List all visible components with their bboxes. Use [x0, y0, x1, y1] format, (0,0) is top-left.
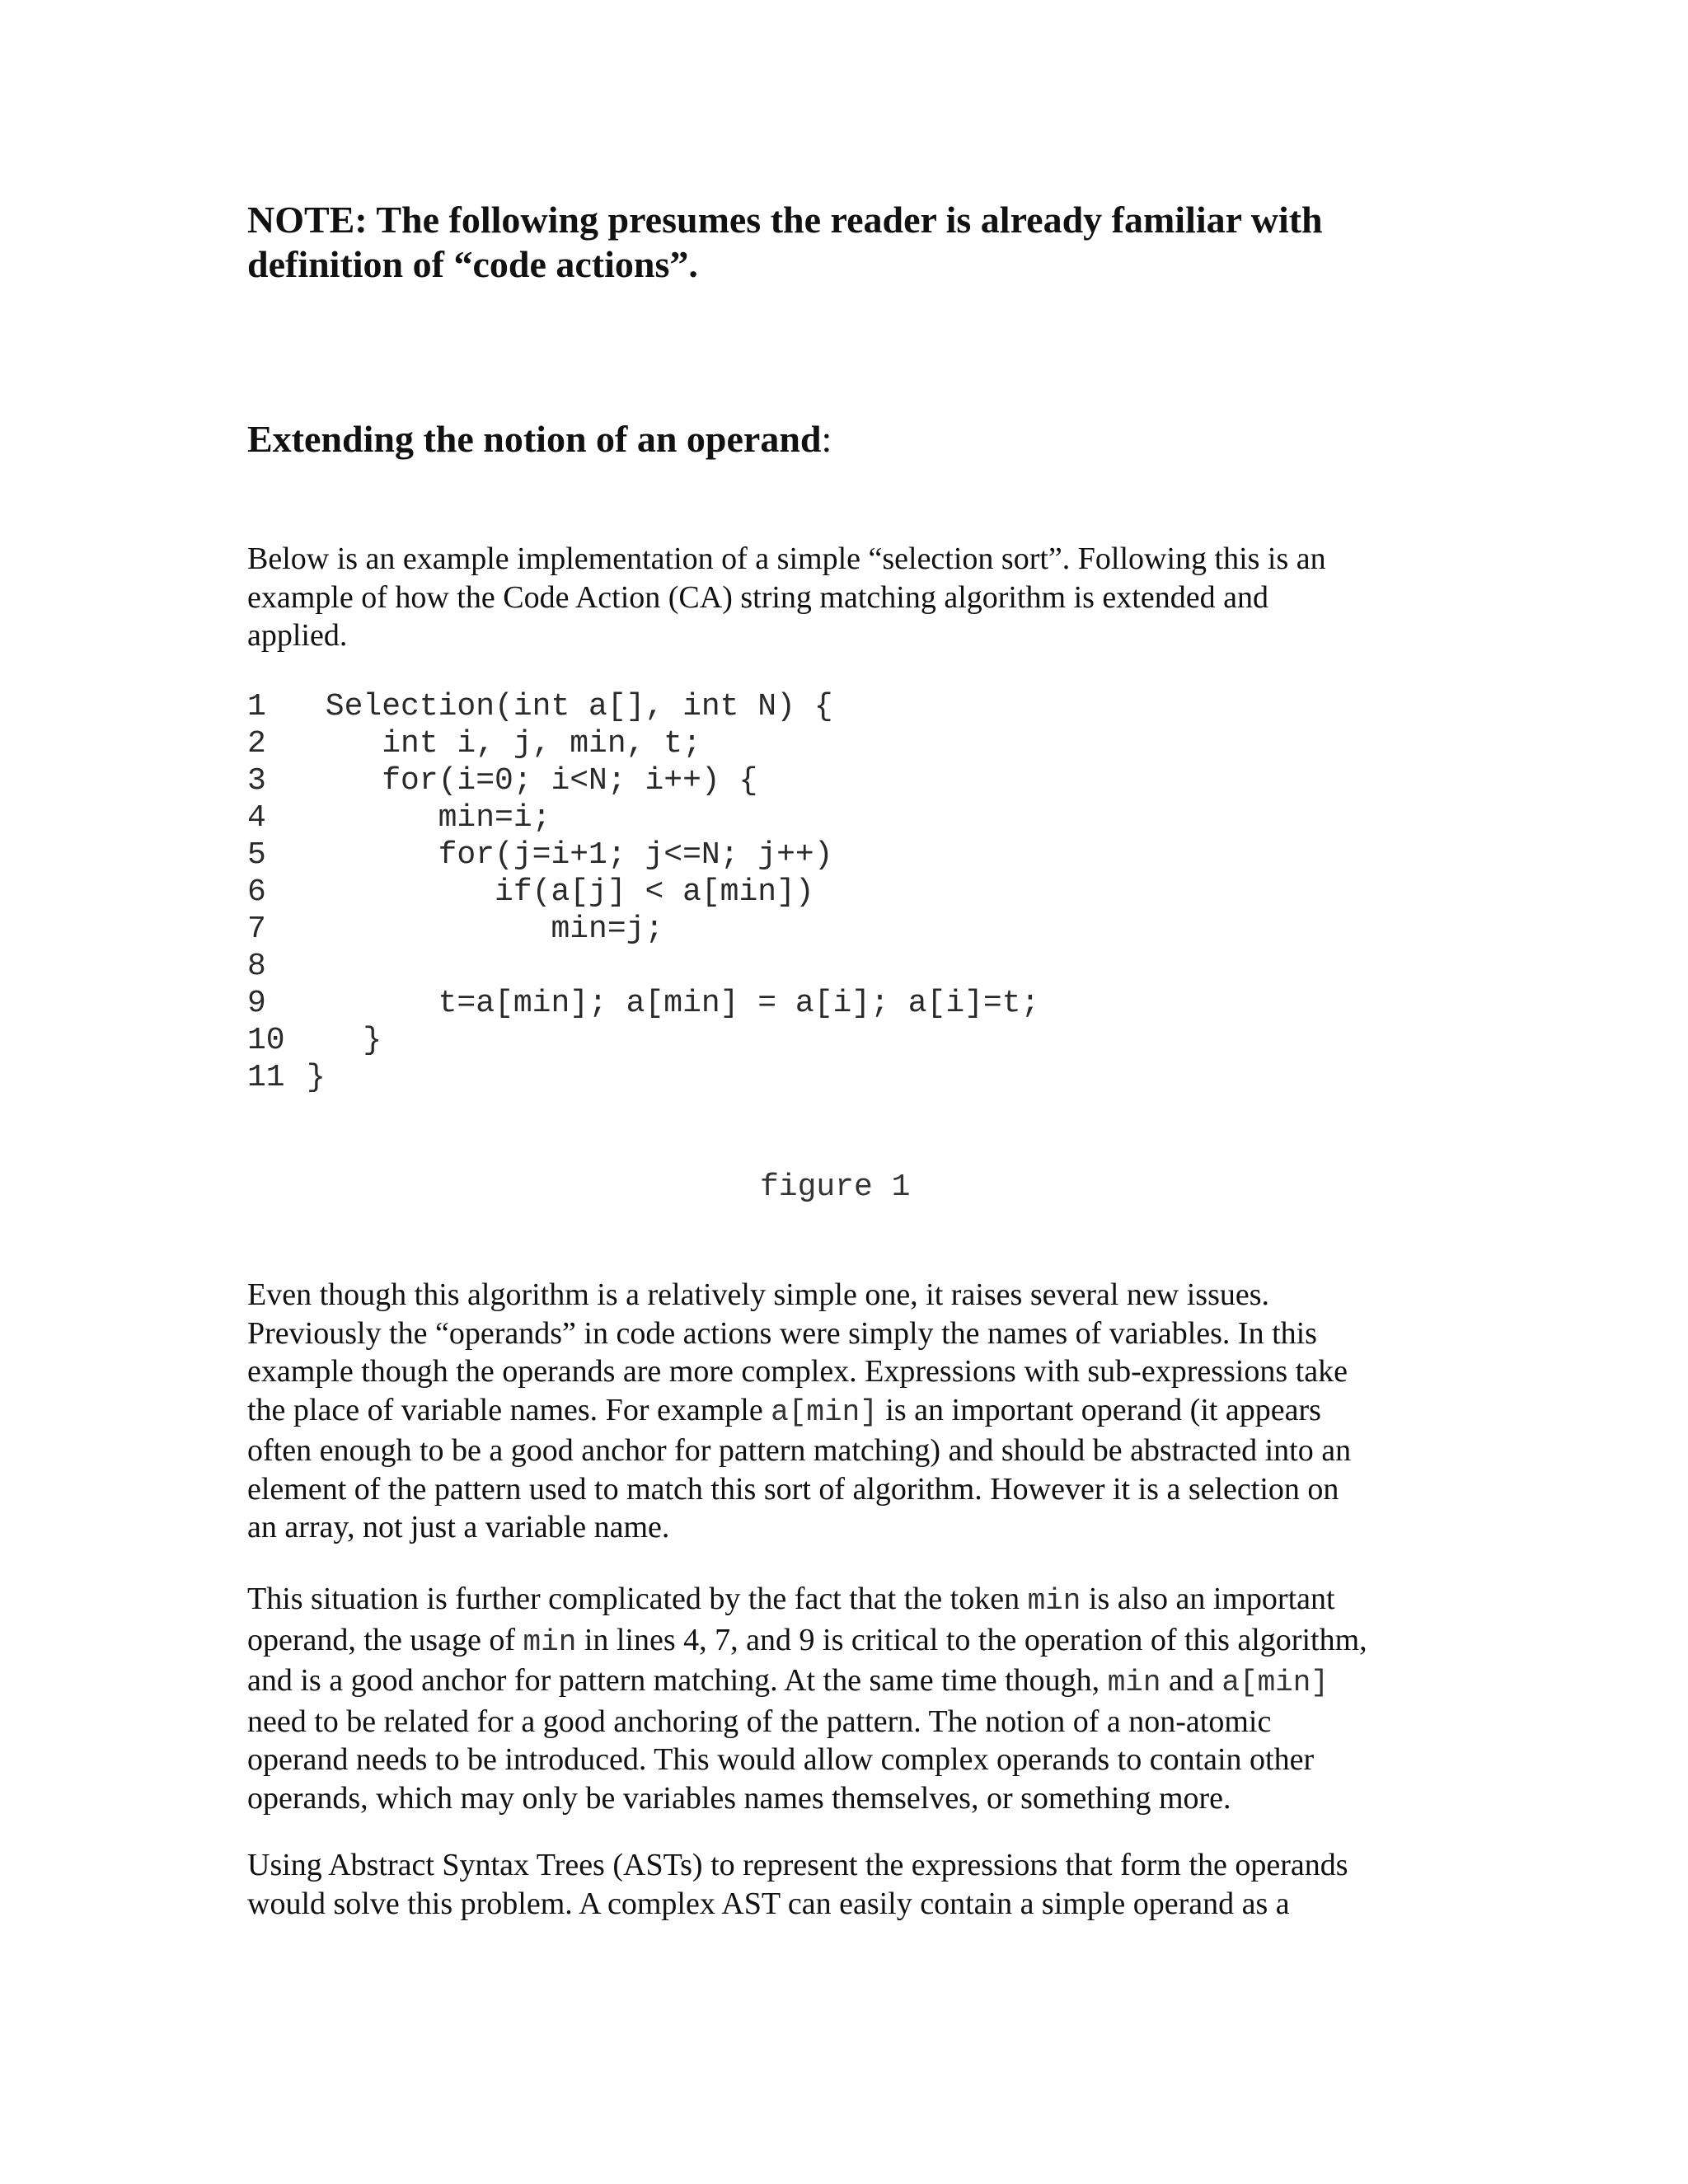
section-heading: [247, 416, 832, 462]
code-line-6: [247, 874, 1039, 911]
paragraph-ast: [247, 1846, 1451, 1923]
line-number: 10: [247, 1023, 285, 1058]
code-text: if(a[j] < a[min]): [307, 874, 814, 910]
line-number: 4: [247, 800, 266, 836]
note-line-1: NOTE: The following presumes the reader is already familiar with: [247, 199, 1323, 241]
para3-line-1-text-b: is also an important: [1081, 1582, 1335, 1616]
code-text: }: [307, 1023, 382, 1058]
code-line-7: [247, 911, 1039, 948]
line-number: 3: [247, 763, 266, 799]
code-text: min=i;: [307, 800, 551, 836]
paragraph-min-token: [247, 1580, 1451, 1817]
code-line-3: [247, 762, 1039, 799]
para2-line-3: example though the operands are more complex. Expressions with sub-expressions take: [247, 1354, 1348, 1389]
intro-line-1: Below is an example implementation of a simple “selection sort”. Following this is an: [247, 541, 1326, 576]
intro-line-3: applied.: [247, 618, 348, 653]
para2-line-4-text-a: the place of variable names. For example: [247, 1392, 771, 1427]
para3-line-2: [247, 1621, 1451, 1662]
code-line-5: [247, 837, 1039, 874]
para2-line-5: often enough to be a good anchor for pattern matching) and should be abstracted into an: [247, 1433, 1352, 1468]
para3-line-1-text-a: This situation is further complicated by the fact that the token: [247, 1582, 1028, 1616]
para3-line-1: [247, 1580, 1451, 1621]
code-line-10: [247, 1022, 1039, 1059]
inline-code-min: min: [523, 1624, 577, 1659]
code-text: Selection(int a[], int N) {: [307, 689, 833, 724]
para2-line-6: element of the pattern used to match this sort of algorithm. However it is a selection on: [247, 1471, 1339, 1507]
line-number: 1: [247, 689, 266, 724]
inline-code-a-min: a[min]: [1221, 1666, 1329, 1699]
paragraph-operands: [247, 1276, 1451, 1547]
inline-code-min: min: [1107, 1666, 1161, 1699]
code-line-11: [247, 1059, 1039, 1096]
para3-line-4: need to be related for a good anchoring of the pattern. The notion of a non-atomic: [247, 1704, 1272, 1739]
para3-line-3-text-b: and: [1160, 1663, 1222, 1698]
line-number: 5: [247, 837, 266, 873]
figure-caption: figure 1: [760, 1169, 911, 1205]
para3-line-5: operand needs to be introduced. This would allow complex operands to contain other: [247, 1742, 1315, 1777]
code-line-9: [247, 985, 1039, 1022]
para3-line-3: [247, 1661, 1451, 1703]
para3-line-2-text-a: operand, the usage of: [247, 1622, 523, 1657]
code-line-2: [247, 725, 1039, 762]
para3-line-3-text-a: and is a good anchor for pattern matching. At the same time though,: [247, 1663, 1108, 1698]
code-text: int i, j, min, t;: [307, 726, 701, 762]
para4-line-1: Using Abstract Syntax Trees (ASTs) to represent the expressions that form the operands: [247, 1848, 1348, 1882]
para2-line-4-text-b: is an important operand (it appears: [877, 1392, 1321, 1427]
line-number: 6: [247, 874, 266, 910]
para2-line-2: Previously the “operands” in code actions were simply the names of variables. In this: [247, 1315, 1317, 1351]
section-heading-colon: :: [821, 418, 832, 460]
code-line-1: [247, 688, 1039, 725]
code-text: for(j=i+1; j<=N; j++): [307, 837, 833, 873]
intro-paragraph: [247, 540, 1451, 655]
section-heading-text: Extending the notion of an operand: [247, 418, 822, 460]
line-number: 11: [247, 1060, 285, 1095]
line-number: 7: [247, 912, 266, 947]
code-text: min=j;: [307, 912, 664, 947]
para3-line-2-text-b: in lines 4, 7, and 9 is critical to the operation of this algorithm,: [576, 1622, 1367, 1657]
code-line-8: [247, 948, 1039, 985]
para2-line-4: [247, 1391, 1451, 1432]
note-line-2: definition of “code actions”.: [247, 243, 698, 285]
para4-line-2: would solve this problem. A complex AST can easily contain a simple operand as a: [247, 1886, 1290, 1921]
code-text: for(i=0; i<N; i++) {: [307, 763, 758, 799]
line-number: 9: [247, 986, 266, 1021]
para2-line-7: an array, not just a variable name.: [247, 1510, 670, 1544]
intro-line-2: example of how the Code Action (CA) string matching algorithm is extended and: [247, 579, 1268, 615]
line-number: 2: [247, 726, 266, 762]
code-line-4: [247, 799, 1039, 837]
note-heading: [247, 198, 1484, 287]
code-text: t=a[min]; a[min] = a[i]; a[i]=t;: [307, 986, 1040, 1021]
para2-line-1: Even though this algorithm is a relatively simple one, it raises several new issues.: [247, 1277, 1270, 1312]
para3-line-6: operands, which may only be variables names themselves, or something more.: [247, 1780, 1231, 1816]
code-text: }: [307, 1060, 326, 1095]
line-number: 8: [247, 949, 266, 984]
inline-code-a-min: a[min]: [771, 1394, 878, 1429]
code-listing: [247, 688, 1039, 1096]
inline-code-min: min: [1027, 1584, 1081, 1618]
